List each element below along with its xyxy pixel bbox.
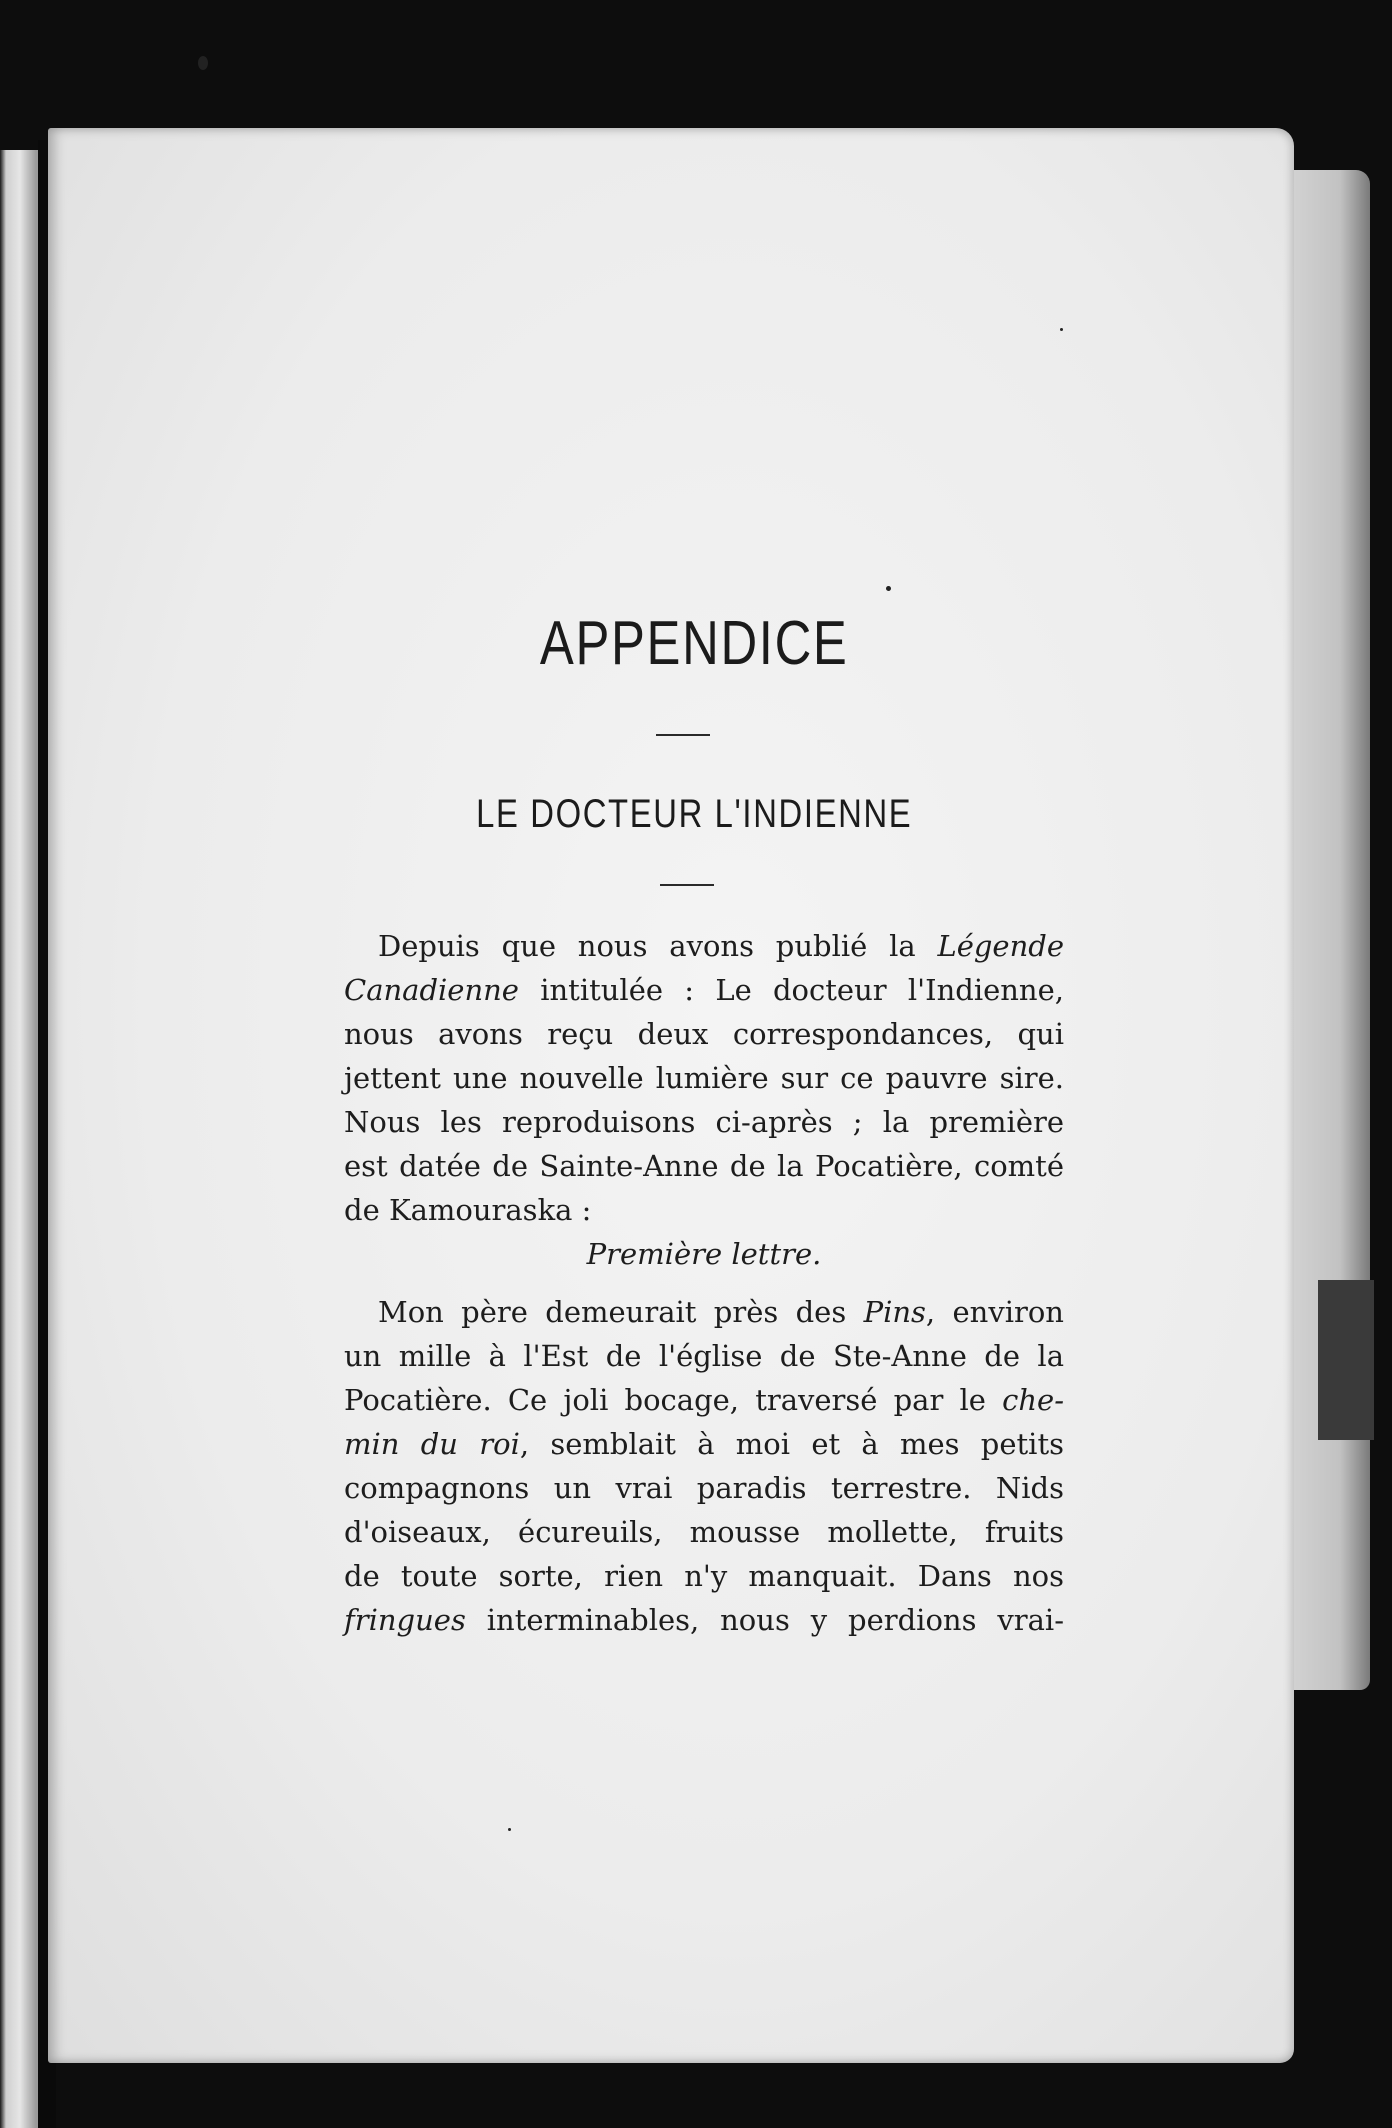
text-line [344,1012,1064,1056]
text-line [344,1334,1064,1378]
text-line [344,1554,1064,1598]
text-line [344,1510,1064,1554]
speck [508,1828,511,1831]
page-title: APPENDICE [539,609,849,678]
text-run: Nous les reproduisons ci-après ; la première [344,1105,1064,1139]
text-line [344,1188,1064,1232]
text-line [344,1144,1064,1188]
italic-text: che- [1002,1383,1064,1417]
text-run: de toute sorte, rien n'y manquait. Dans nos [344,1559,1064,1593]
page-tab [1318,1280,1374,1440]
text-run: intitulée : Le docteur l'Indienne, [518,973,1064,1007]
text-line [344,968,1064,1012]
text-run: , semblait à moi et à mes petits [519,1427,1064,1461]
text-run: compagnons un vrai paradis terrestre. Nids [344,1471,1064,1505]
text-run: d'oiseaux, écureuils, mousse mollette, fruits [344,1515,1064,1549]
text-run: un mille à l'Est de l'église de Ste-Anne de la [344,1339,1064,1373]
italic-text: Canadienne [344,973,519,1007]
text-run: Pocatière. Ce joli bocage, traversé par le [344,1383,1003,1417]
text-run: , environ [925,1295,1064,1329]
text-run: de Kamouraska : [344,1193,592,1227]
paragraph-intro [344,924,1064,1232]
letter-heading-wrap [344,1232,1064,1276]
section-title: LE DOCTEUR L'INDIENNE [476,792,913,836]
section-rule [660,884,714,886]
text-run: interminables, nous y perdions vrai- [465,1603,1064,1637]
facing-page-edge [0,150,38,2128]
text-line [344,1056,1064,1100]
paragraph-letter [344,1290,1064,1642]
text-line [344,1466,1064,1510]
letter-heading: Première lettre. [586,1237,822,1271]
title-rule [656,734,710,736]
speck [1060,328,1063,331]
text-run: Mon père demeurait près des [378,1295,864,1329]
text-line [344,924,1064,968]
text-run: nous avons reçu deux correspondances, qui [344,1017,1064,1051]
text-line [344,1378,1064,1422]
text-run: Depuis que nous avons publié la [378,929,938,963]
text-line [344,1100,1064,1144]
speck [198,56,208,70]
text-run: est datée de Sainte-Anne de la Pocatière, comté [344,1149,1064,1183]
text-line [344,1290,1064,1334]
italic-text: fringues [344,1603,466,1637]
speck [886,586,891,591]
italic-text: min du roi [344,1427,520,1461]
text-run: jettent une nouvelle lumière sur ce pauvre sire. [344,1061,1064,1095]
text-line [344,1422,1064,1466]
italic-text: Légende [937,929,1064,963]
italic-text: Pins [863,1295,926,1329]
text-line [344,1598,1064,1642]
